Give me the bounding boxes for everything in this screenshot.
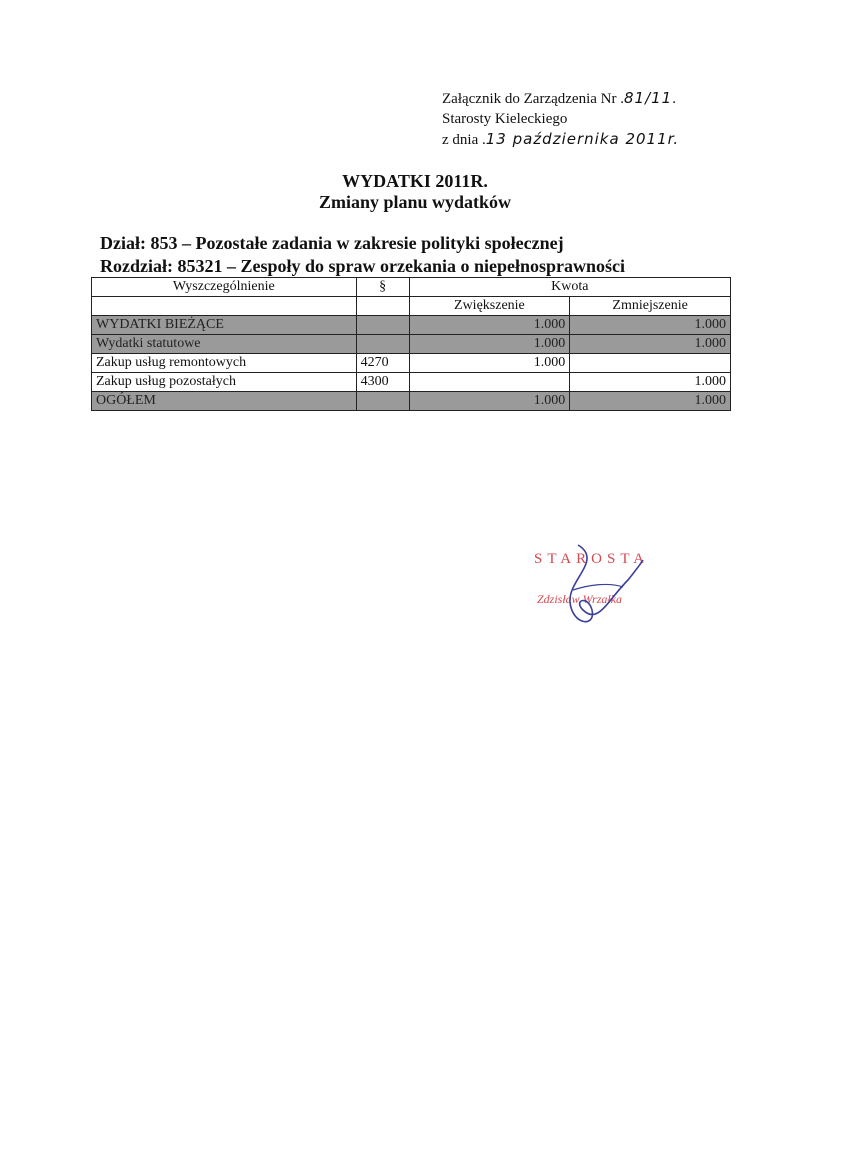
annex-line-2: Starosty Kieleckiego: [442, 111, 568, 127]
row-name: WYDATKI BIEŻĄCE: [92, 316, 357, 335]
row-paragraph: [356, 316, 409, 335]
expenditure-table: [91, 277, 731, 411]
row-increase: 1.000: [409, 392, 570, 411]
row-paragraph: [356, 335, 409, 354]
table-row: [92, 354, 731, 373]
header-amount: Kwota: [409, 278, 730, 297]
table-row: [92, 316, 731, 335]
annex-line-1-suffix: .: [672, 91, 676, 107]
header-increase: Zwiększenie: [409, 297, 570, 316]
handwritten-order-number: 81/11: [623, 89, 673, 107]
row-increase: 1.000: [409, 354, 570, 373]
row-paragraph: [356, 392, 409, 411]
subheader-empty-paragraph: [356, 297, 409, 316]
page-title: WYDATKI 2011R.: [342, 171, 488, 191]
subheader-empty-name: [92, 297, 357, 316]
row-decrease: 1.000: [570, 316, 731, 335]
row-increase: 1.000: [409, 335, 570, 354]
row-decrease: [570, 354, 731, 373]
table-subheader-row: [92, 297, 731, 316]
row-paragraph: 4270: [356, 354, 409, 373]
annex-line-1-prefix: Załącznik do Zarządzenia Nr .: [442, 91, 624, 107]
table-row: [92, 373, 731, 392]
table-row: [92, 335, 731, 354]
row-paragraph: 4300: [356, 373, 409, 392]
row-decrease: 1.000: [570, 373, 731, 392]
annex-header: [442, 88, 679, 150]
row-decrease: 1.000: [570, 335, 731, 354]
section-dzial: Dział: 853 – Pozostałe zadania w zakresie polityki społecznej: [100, 233, 564, 253]
row-increase: [409, 373, 570, 392]
signature-icon: [548, 540, 648, 635]
row-increase: 1.000: [409, 316, 570, 335]
handwritten-date: 13 października 2011r.: [485, 130, 680, 148]
table-header-row: [92, 278, 731, 297]
row-decrease: 1.000: [570, 392, 731, 411]
row-name: Zakup usług pozostałych: [92, 373, 357, 392]
header-paragraph: §: [356, 278, 409, 297]
page-subtitle: Zmiany planu wydatków: [318, 192, 512, 212]
stamp-title: STAROSTA: [534, 551, 650, 567]
table-row: [92, 392, 731, 411]
row-name: OGÓŁEM: [92, 392, 357, 411]
row-name: Wydatki statutowe: [92, 335, 357, 354]
stamp-name: Zdzisław Wrzałka: [537, 592, 623, 606]
section-rozdzial: Rozdział: 85321 – Zespoły do spraw orzekania o niepełnosprawności: [100, 256, 626, 276]
annex-line-3: [442, 129, 679, 150]
header-name: Wyszczególnienie: [92, 278, 357, 297]
annex-line-1: [442, 88, 679, 109]
annex-line-3-prefix: z dnia .: [442, 132, 486, 148]
header-decrease: Zmniejszenie: [570, 297, 731, 316]
row-name: Zakup usług remontowych: [92, 354, 357, 373]
